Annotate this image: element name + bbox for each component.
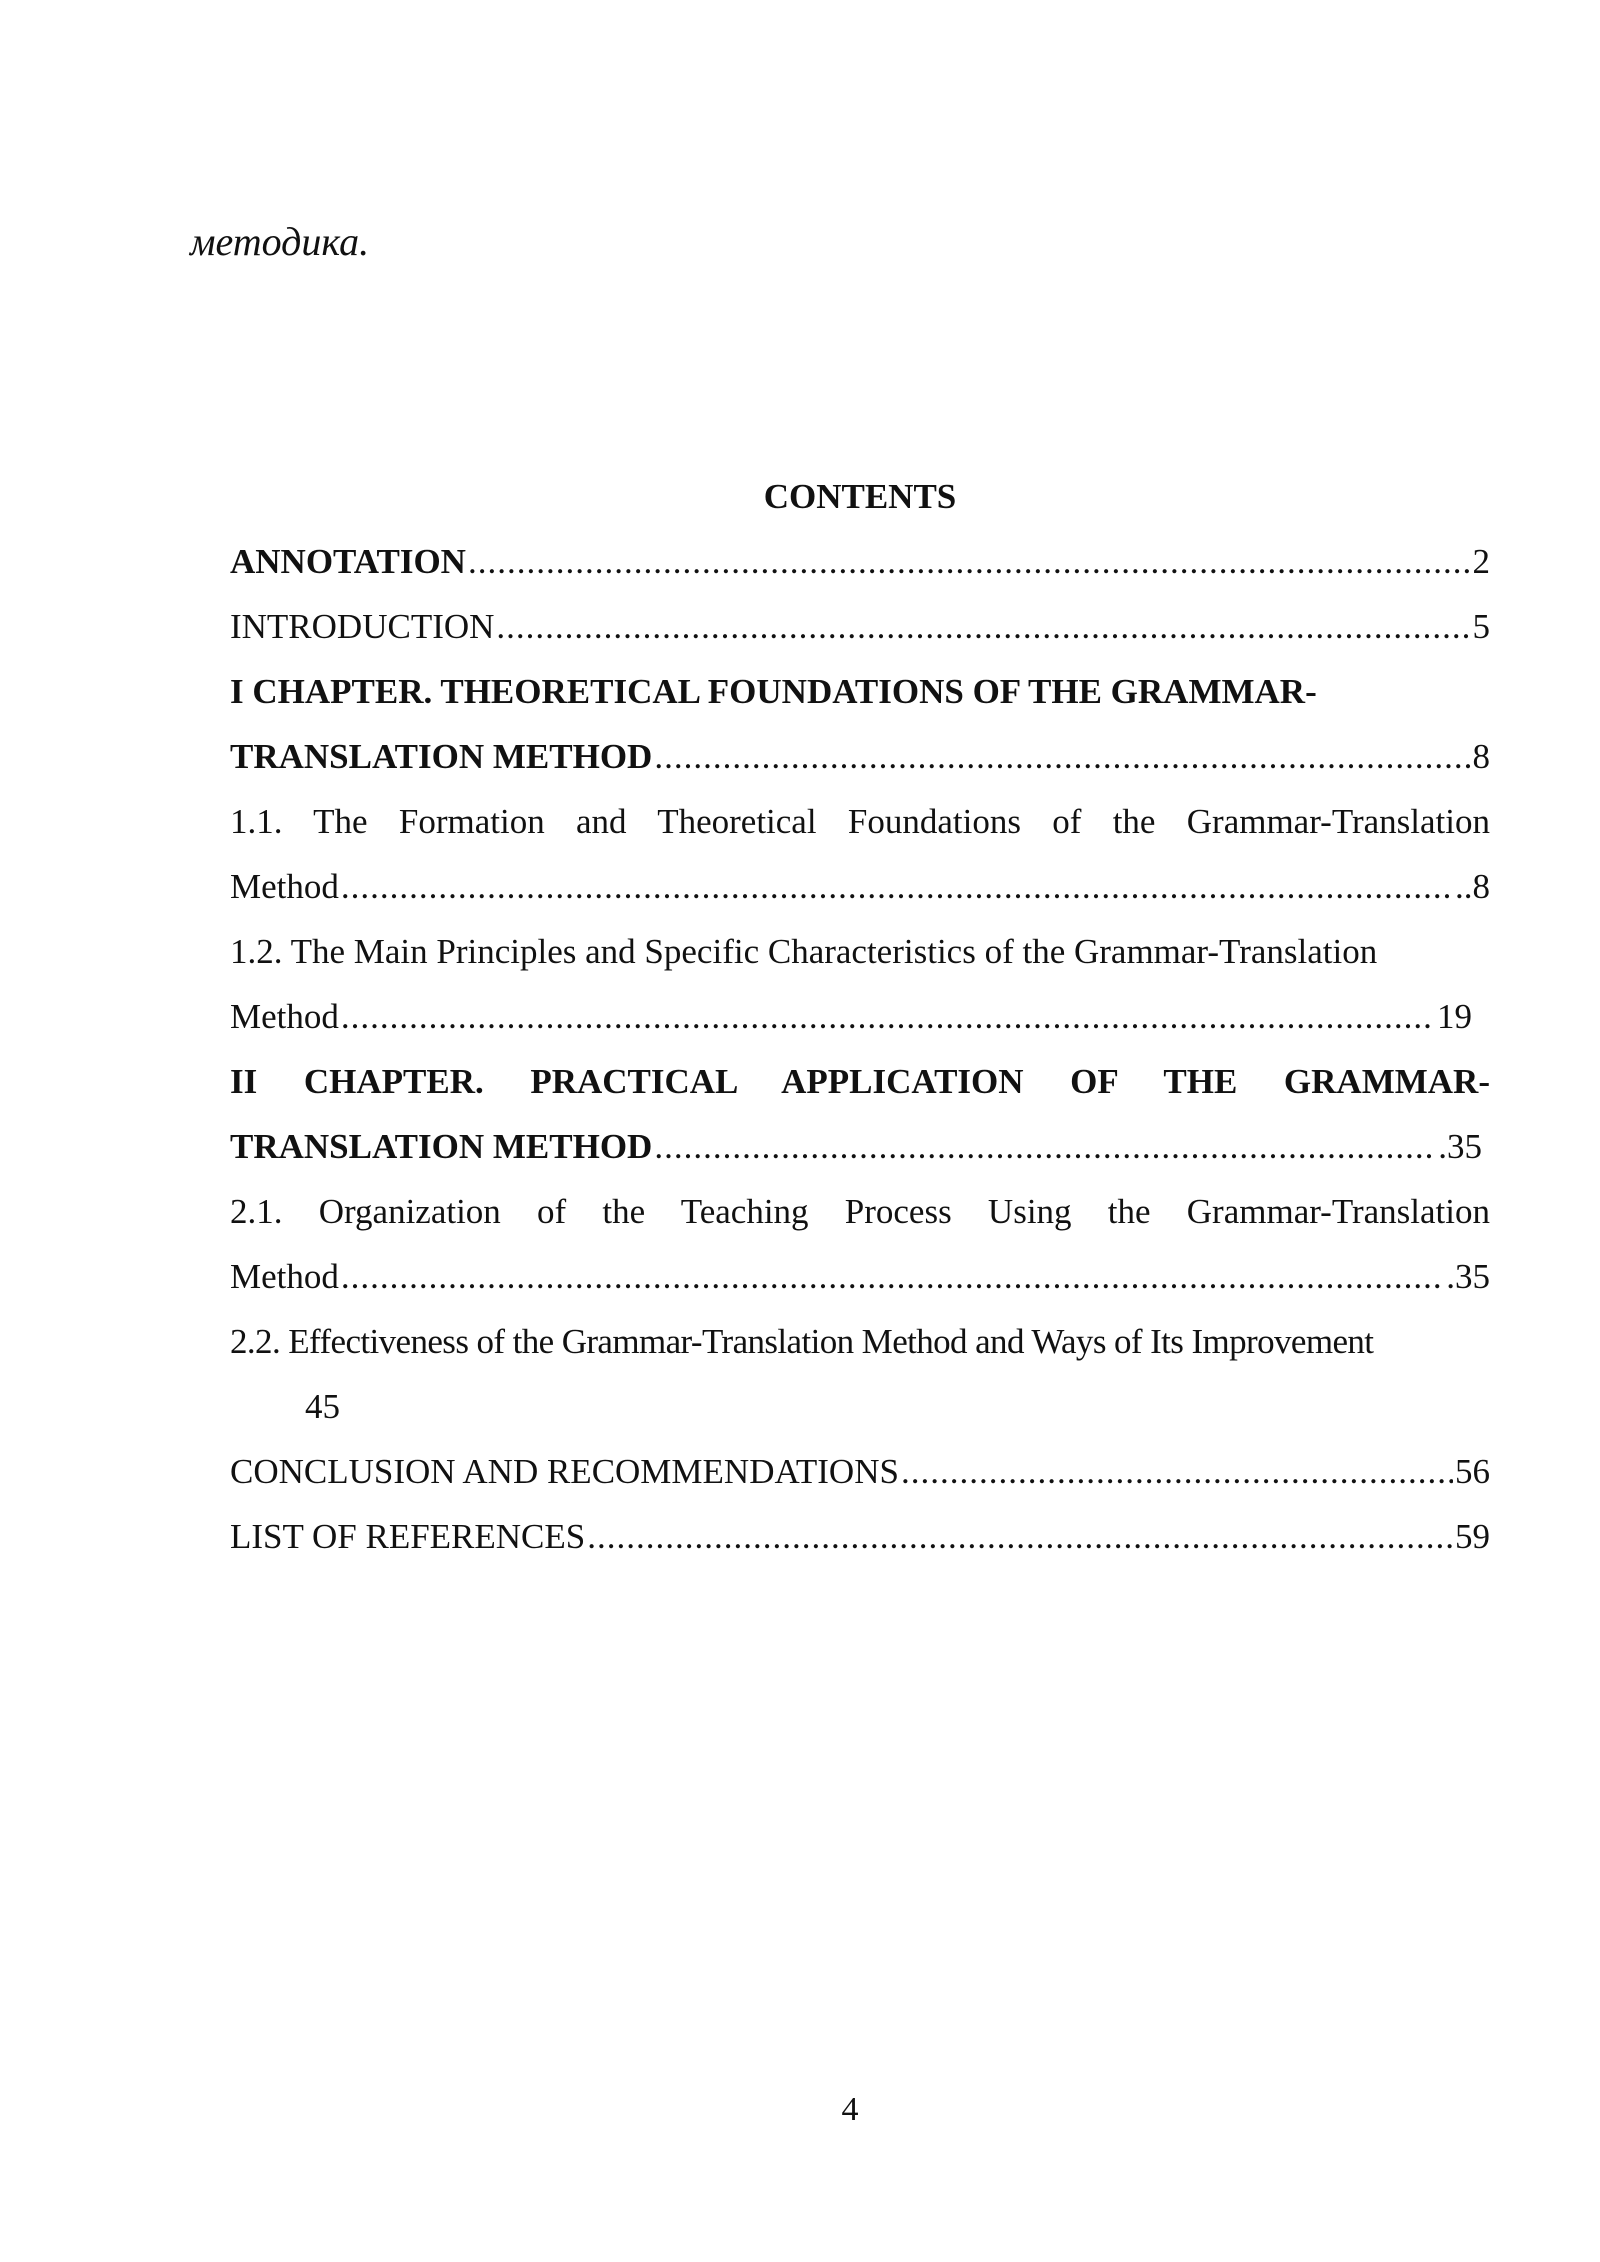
toc-entry-label: Method <box>230 1257 339 1296</box>
toc-entry-label: TRANSLATION METHOD <box>230 737 653 776</box>
toc-leader-dots <box>654 724 1470 789</box>
toc-entry-references[interactable] <box>230 1504 1490 1569</box>
toc-entry-label: INTRODUCTION <box>230 607 495 646</box>
toc-entry-2-1-line1[interactable]: 2.1. Organization of the Teaching Process Using the Grammar-Translation <box>230 1192 1490 1231</box>
toc-entry-annotation[interactable] <box>230 529 1490 594</box>
toc-entry-chapter2[interactable] <box>230 1114 1482 1179</box>
toc-entry-chapter1-line1[interactable]: I CHAPTER. THEORETICAL FOUNDATIONS OF THE GRAMMAR- <box>230 672 1317 711</box>
toc-title: CONTENTS <box>763 477 957 516</box>
toc-entry-2-2-page[interactable]: 45 <box>305 1387 340 1426</box>
toc-entry-page: .35 <box>1438 1127 1482 1166</box>
toc-leader-dots <box>496 594 1470 659</box>
toc-leader-dots <box>341 1244 1444 1309</box>
toc-entry-1-2[interactable] <box>230 984 1472 1049</box>
toc-entry-page: 56 <box>1455 1452 1490 1491</box>
toc-leader-dots <box>587 1504 1453 1569</box>
table-of-contents <box>230 464 1490 1569</box>
toc-entry-label: Method <box>230 867 339 906</box>
toc-entry-conclusion[interactable] <box>230 1439 1490 1504</box>
toc-entry-1-1[interactable] <box>230 854 1490 919</box>
toc-leader-dots <box>468 529 1471 594</box>
toc-entry-page: 8 <box>1472 737 1490 776</box>
preceding-text-fragment: методика. <box>190 219 370 264</box>
toc-entry-page: 5 <box>1472 607 1490 646</box>
toc-leader-dots <box>654 1114 1436 1179</box>
toc-entry-introduction[interactable] <box>230 594 1490 659</box>
toc-entry-2-2-line1[interactable]: 2.2. Effectiveness of the Grammar-Translation Method and Ways of Its Improvement <box>230 1322 1374 1361</box>
page-number: 4 <box>841 2091 859 2128</box>
toc-entry-page: 2 <box>1472 542 1490 581</box>
toc-leader-dots <box>901 1439 1453 1504</box>
toc-entry-page: 19 <box>1437 997 1472 1036</box>
toc-entry-chapter1[interactable] <box>230 724 1490 789</box>
toc-entry-page: .35 <box>1446 1257 1490 1296</box>
toc-entry-chapter2-line1[interactable]: II CHAPTER. PRACTICAL APPLICATION OF THE GRAMMAR- <box>230 1062 1490 1101</box>
toc-entry-label: TRANSLATION METHOD <box>230 1127 653 1166</box>
toc-leader-dots <box>341 854 1453 919</box>
toc-entry-label: CONCLUSION AND RECOMMENDATIONS <box>230 1452 899 1491</box>
toc-entry-label: LIST OF REFERENCES <box>230 1517 586 1556</box>
toc-entry-1-1-line1[interactable]: 1.1. The Formation and Theoretical Foundations of the Grammar-Translation <box>230 802 1490 841</box>
toc-entry-page: 59 <box>1455 1517 1490 1556</box>
toc-entry-page: ..8 <box>1455 867 1490 906</box>
toc-entry-label: ANNOTATION <box>230 542 466 581</box>
toc-entry-1-2-line1[interactable]: 1.2. The Main Principles and Specific Characteristics of the Grammar-Translation <box>230 932 1378 971</box>
toc-entry-label: Method <box>230 997 339 1036</box>
toc-leader-dots <box>341 984 1435 1049</box>
toc-entry-2-1[interactable] <box>230 1244 1490 1309</box>
